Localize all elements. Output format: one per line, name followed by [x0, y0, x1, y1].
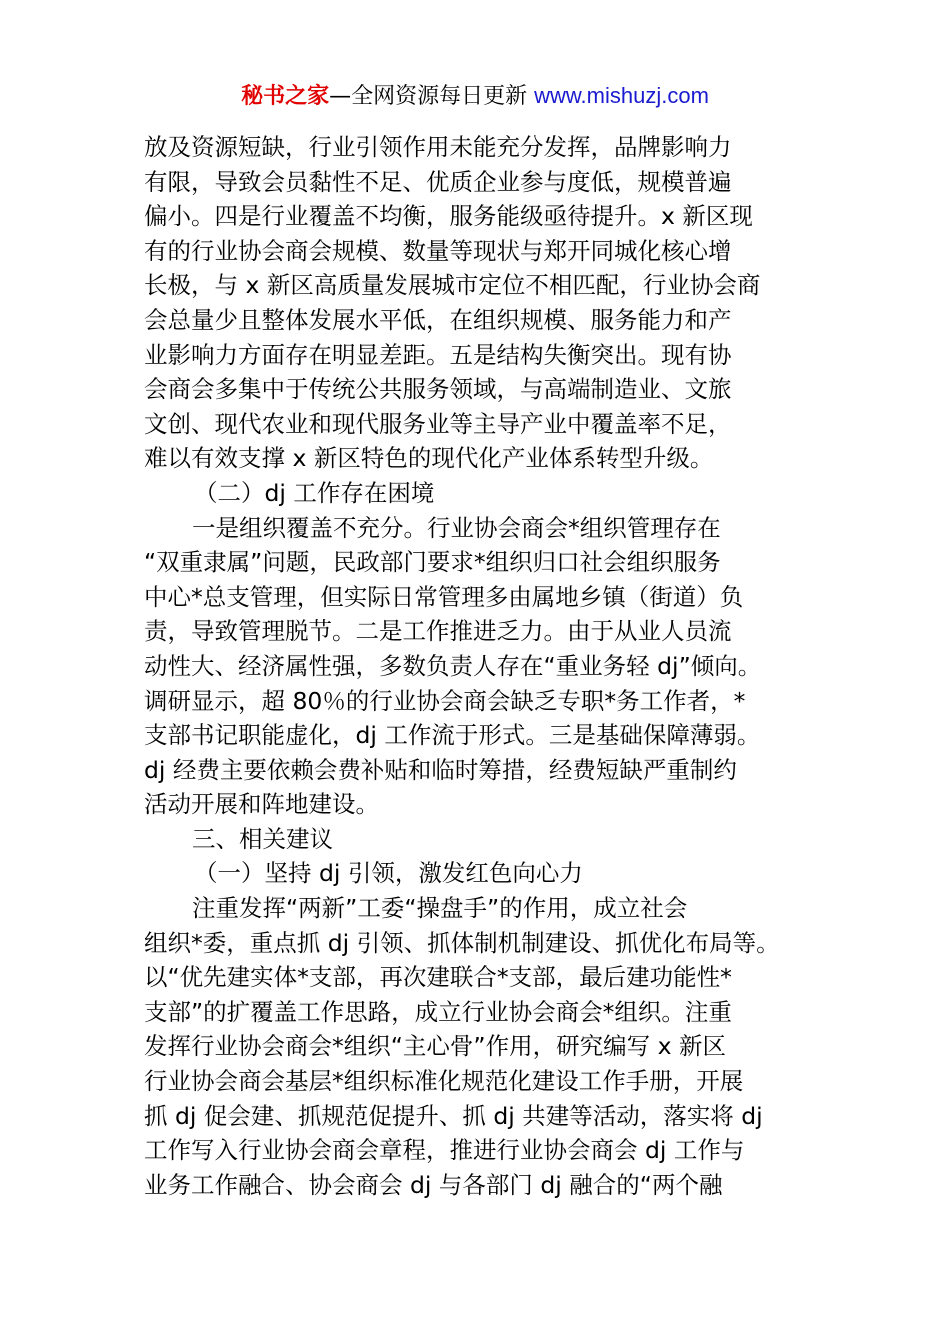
- text-line: 偏小。四是行业覆盖不均衡，服务能级亟待提升。x 新区现: [144, 202, 753, 231]
- text-line: “双重隶属”问题，民政部门要求*组织归口社会组织服务: [144, 548, 721, 577]
- text-line: 组织*委，重点抓 dj 引领、抓体制机制建设、抓优化布局等。: [144, 928, 780, 957]
- text-line: 业影响力方面存在明显差距。五是结构失衡突出。现有协: [144, 340, 732, 369]
- text-line: 中心*总支管理，但实际日常管理多由属地乡镇（街道）负: [144, 582, 744, 611]
- text-line: 以“优先建实体*支部，再次建联合*支部，最后建功能性*: [144, 963, 732, 992]
- text-line: 活动开展和阵地建设。: [144, 790, 379, 819]
- text-line: 注重发挥“两新”工委“操盘手”的作用，成立社会: [192, 894, 688, 923]
- text-line: 有限，导致会员黏性不足、优质企业参与度低，规模普遍: [144, 167, 732, 196]
- document-body: [144, 130, 814, 1202]
- section-heading-suggestions: 三、相关建议: [192, 824, 333, 853]
- text-line: 会总量少且整体发展水平低，在组织规模、服务能力和产: [144, 305, 732, 334]
- text-line: 文创、现代农业和现代服务业等主导产业中覆盖率不足，: [144, 409, 732, 438]
- text-line: 会商会多集中于传统公共服务领域，与高端制造业、文旅: [144, 375, 732, 404]
- text-line: 动性大、经济属性强，多数负责人存在“重业务轻 dj”倾向。: [144, 651, 762, 680]
- text-line: 责，导致管理脱节。二是工作推进乏力。由于从业人员流: [144, 617, 732, 646]
- text-line: dj 经费主要依赖会费补贴和临时筹措，经费短缺严重制约: [144, 755, 737, 784]
- text-line: 有的行业协会商会规模、数量等现状与郑开同城化核心增: [144, 236, 732, 265]
- site-brand: 秘书之家: [241, 84, 330, 109]
- text-line: 一是组织覆盖不充分。行业协会商会*组织管理存在: [192, 513, 721, 542]
- text-line: 支部”的扩覆盖工作思路，成立行业协会商会*组织。注重: [144, 997, 732, 1026]
- text-line: 调研显示，超 80％的行业协会商会缺乏专职*务工作者，*: [144, 686, 746, 715]
- site-header: [0, 80, 950, 113]
- text-line: 业务工作融合、协会商会 dj 与各部门 dj 融合的“两个融: [144, 1170, 723, 1199]
- text-line: 行业协会商会基层*组织标准化规范化建设工作手册，开展: [144, 1067, 744, 1096]
- text-line: 支部书记职能虚化，dj 工作流于形式。三是基础保障薄弱。: [144, 721, 761, 750]
- section-heading-dj-difficulties: （二）dj 工作存在困境: [194, 478, 435, 507]
- subsection-heading-dj-leadership: （一）坚持 dj 引领，激发红色向心力: [194, 859, 583, 888]
- text-line: 工作写入行业协会商会章程，推进行业协会商会 dj 工作与: [144, 1136, 745, 1165]
- site-tagline: —全网资源每日更新: [329, 84, 535, 109]
- text-line: 发挥行业协会商会*组织“主心骨”作用，研究编写 x 新区: [144, 1032, 726, 1061]
- text-line: 放及资源短缺，行业引领作用未能充分发挥，品牌影响力: [144, 133, 732, 161]
- text-line: 抓 dj 促会建、抓规范促提升、抓 dj 共建等活动，落实将 dj: [144, 1101, 763, 1130]
- text-line: 长极，与 x 新区高质量发展城市定位不相匹配，行业协会商: [144, 271, 761, 300]
- text-line: 难以有效支撑 x 新区特色的现代化产业体系转型升级。: [144, 444, 714, 473]
- site-url-link[interactable]: www.mishuzj.com: [534, 83, 709, 108]
